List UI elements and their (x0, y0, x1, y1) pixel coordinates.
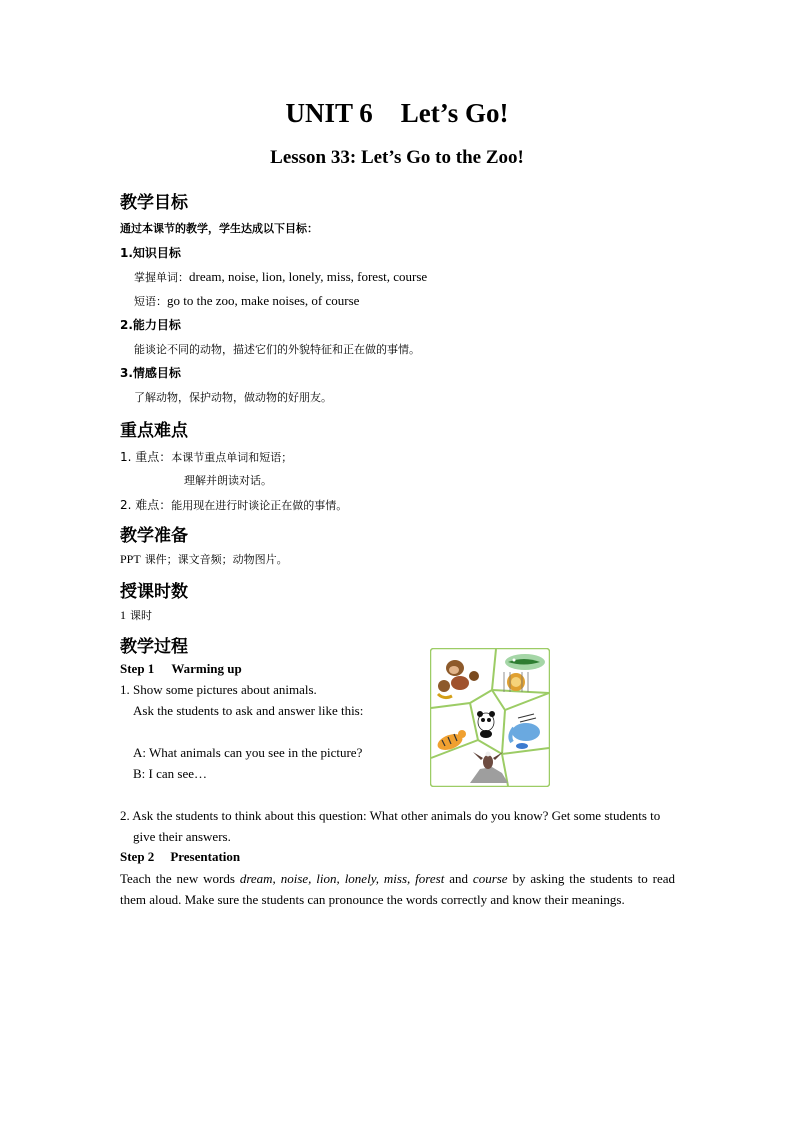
preparation-text: 课件；课文音频；动物图片。 (144, 553, 288, 566)
step2-label: Step 2 (120, 849, 155, 864)
new-words: dream, noise, lion, lonely, miss, forest (239, 871, 445, 886)
step1-item1b: Ask the students to ask and answer like this: (133, 703, 364, 718)
step1-item2: 2. Ask the students to think about this question: What other animals do you know? Get some students to give their answers. (120, 808, 661, 844)
phrases-label: 短语： (134, 295, 167, 308)
words-label: 掌握单词： (134, 271, 189, 284)
step2-heading (120, 849, 240, 865)
ability-text: 能谈论不同的动物，描述它们的外貌特征和正在做的事情。 (134, 343, 420, 356)
time-number: 1 (120, 608, 126, 622)
ability-heading: 2.能力目标 (120, 318, 181, 332)
key-point-2 (120, 496, 347, 514)
emotion-text: 了解动物，保护动物，做动物的好朋友。 (134, 391, 332, 404)
dialogue-a: A: What animals can you see in the picture? (133, 745, 363, 760)
key-point-1-text: 本课节重点单词和短语； (171, 451, 293, 464)
time-heading: 授课时数 (120, 582, 188, 602)
step2-paragraph (120, 868, 675, 910)
teach-text: Teach the new words (120, 871, 240, 886)
key-point-1-label: 1. 重点： (120, 450, 172, 464)
crocodile-illustration (505, 654, 545, 670)
preparation-line (120, 550, 288, 568)
dialogue-b: B: I can see… (133, 766, 208, 781)
words-line (134, 268, 427, 286)
lesson-title: Lesson 33: Let’s Go to the Zoo! (270, 147, 524, 168)
key-point-1-line2: 理解并朗读对话。 (184, 474, 272, 487)
phrases-line (134, 292, 359, 310)
key-point-2-label: 2. 难点： (120, 498, 172, 512)
key-points-heading: 重点难点 (120, 421, 188, 441)
unit-number: UNIT 6 (285, 98, 373, 128)
step1-item1: 1. Show some pictures about animals. (120, 682, 317, 697)
key-point-2-text: 能用现在进行时谈论正在做的事情。 (171, 499, 348, 512)
emotion-heading: 3.情感目标 (120, 366, 181, 380)
time-line (120, 606, 152, 624)
step1-label: Step 1 (120, 661, 155, 676)
objectives-heading: 教学目标 (120, 193, 188, 213)
objectives-intro: 通过本课节的教学，学生达成以下目标： (120, 222, 318, 235)
course-word: course (472, 871, 508, 886)
process-heading: 教学过程 (120, 637, 188, 657)
key-point-1 (120, 448, 292, 466)
preparation-heading: 教学准备 (120, 526, 188, 546)
phrases-list: go to the zoo, make noises, of course (167, 293, 360, 308)
unit-title (0, 98, 794, 129)
animals-picture (430, 648, 550, 787)
step1-heading (120, 661, 242, 677)
rest-text: by asking the students to read them aloud. Make sure the students can pronounce the words correctly and know their meanings. (120, 871, 675, 907)
preparation-ppt: PPT (120, 552, 141, 566)
time-unit: 课时 (130, 609, 152, 622)
knowledge-heading: 1.知识目标 (120, 246, 181, 260)
unit-name: Let’s Go! (400, 98, 509, 128)
step1-name: Warming up (171, 661, 242, 676)
step2-name: Presentation (170, 849, 241, 864)
and-text: and (444, 871, 473, 886)
words-list: dream, noise, lion, lonely, miss, forest, course (189, 269, 428, 284)
